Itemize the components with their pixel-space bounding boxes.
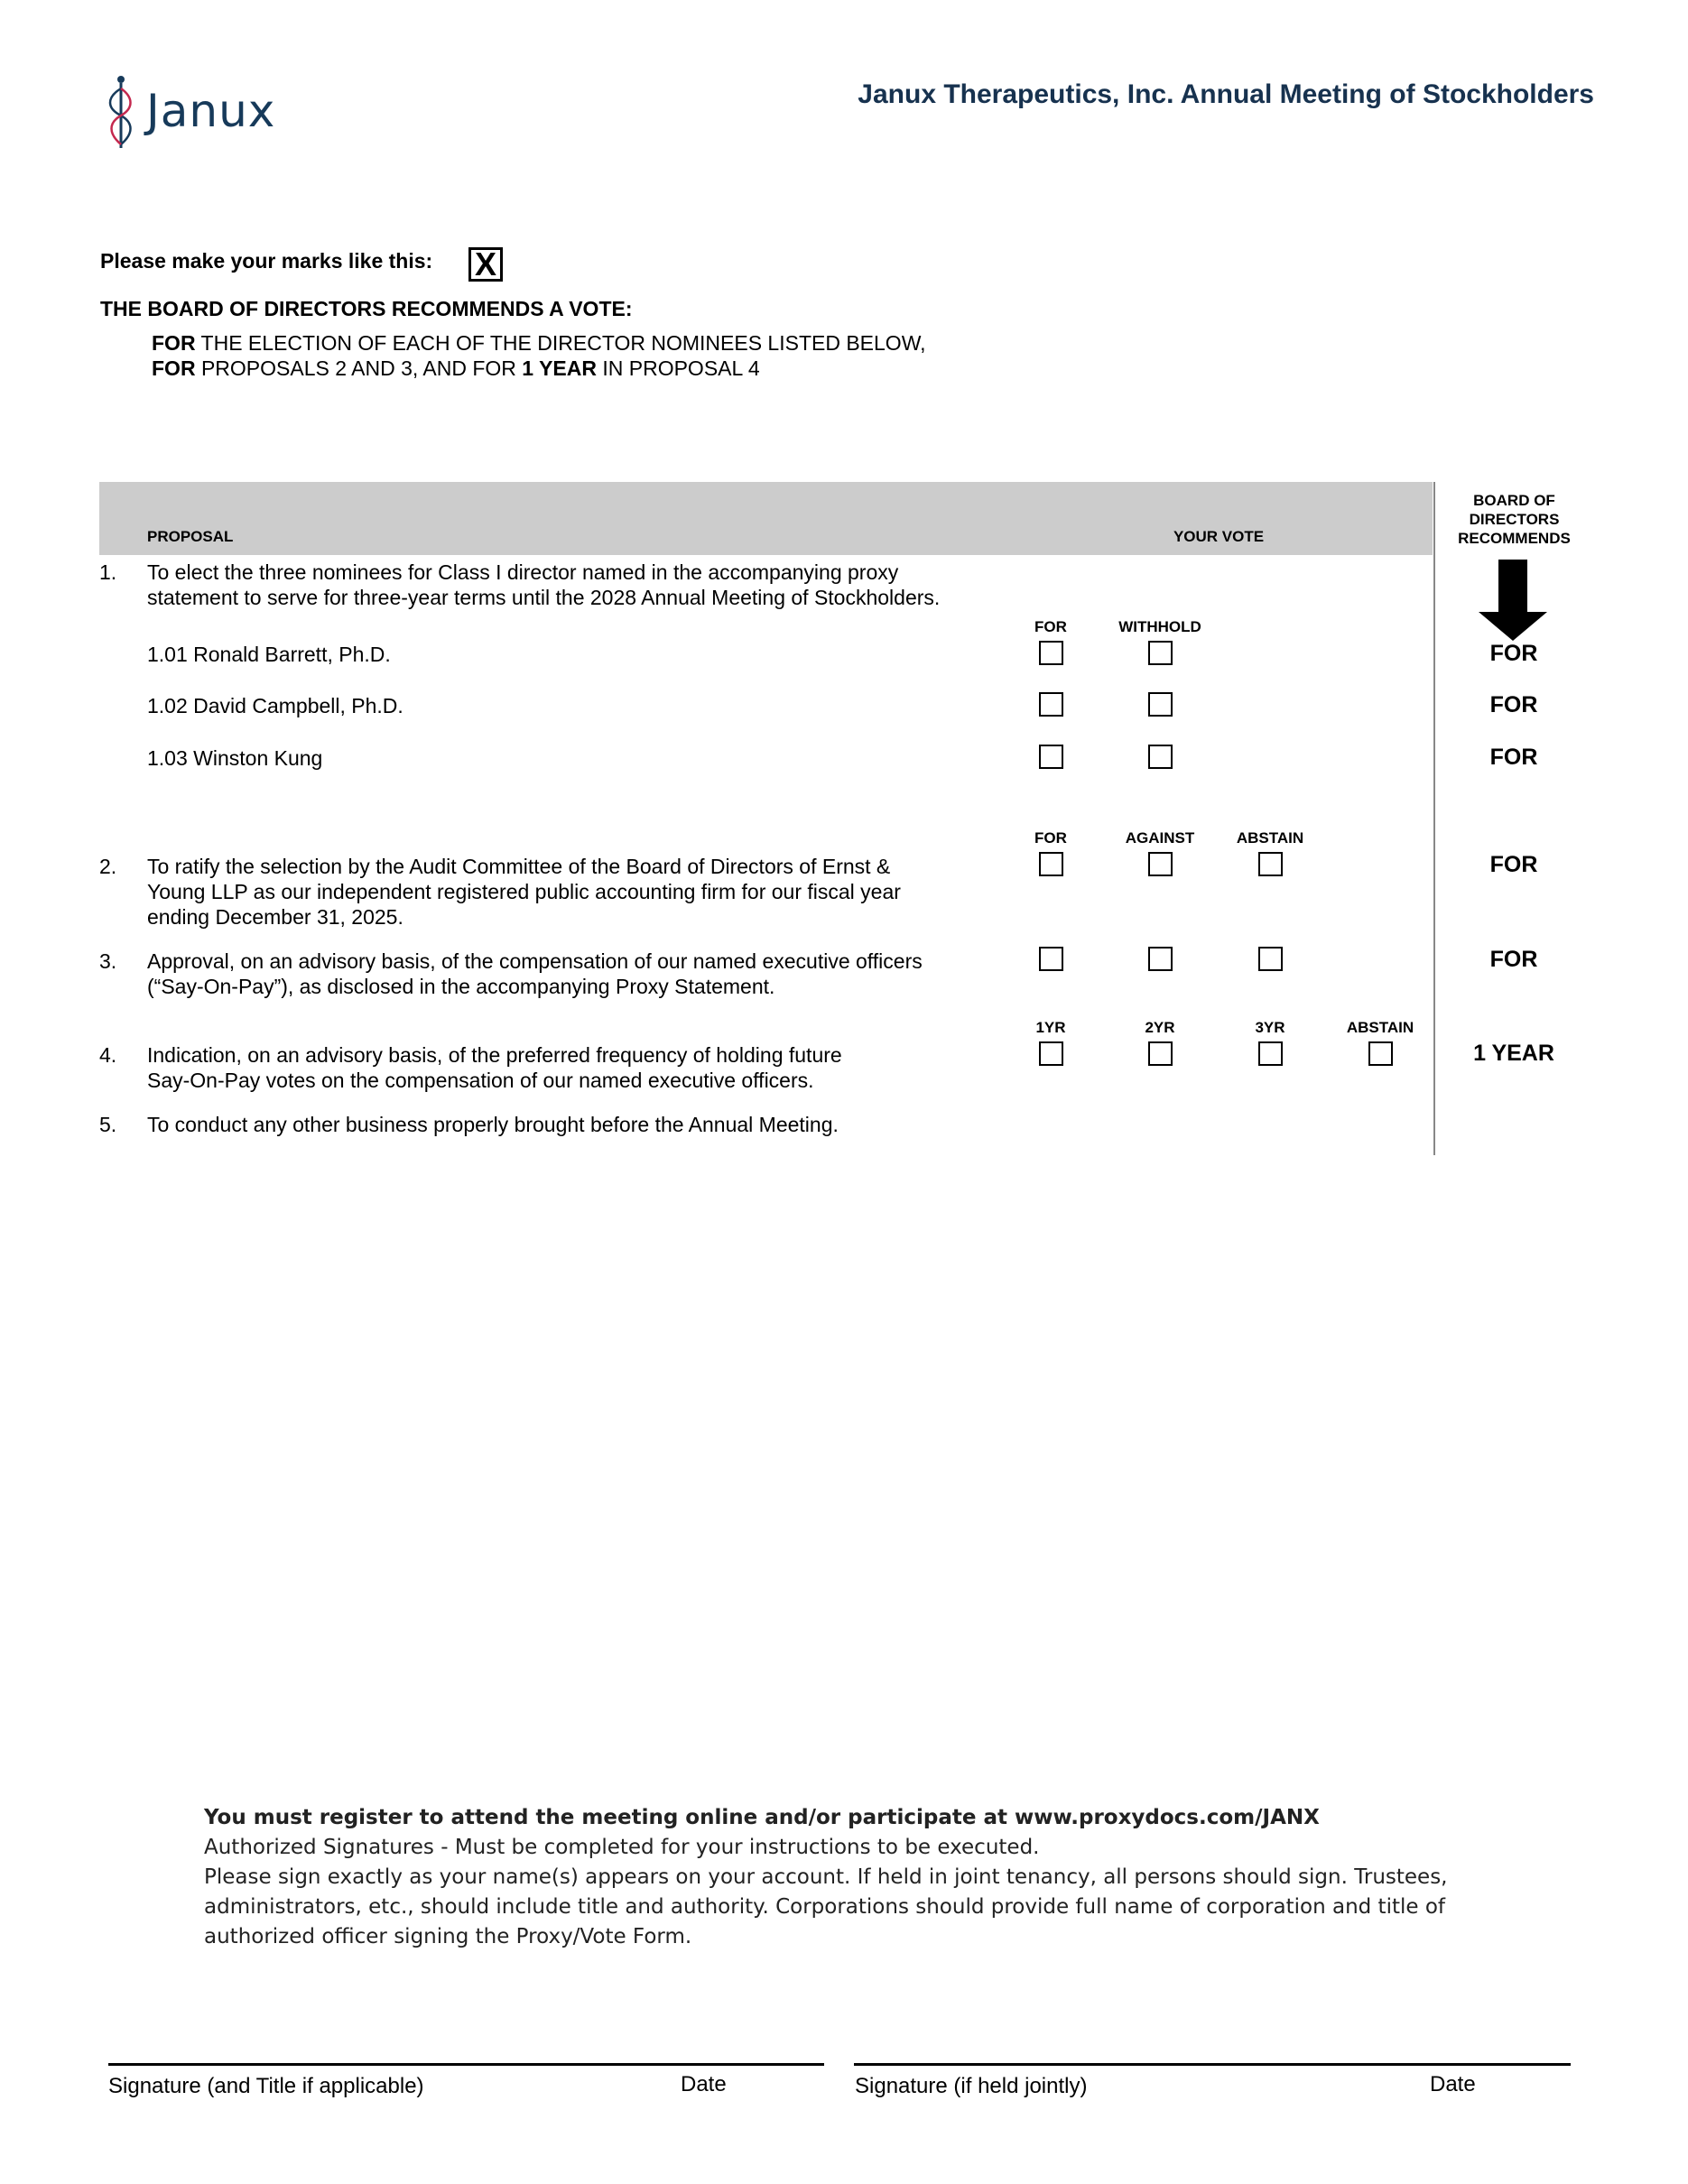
vote-checkbox-withhold[interactable] [1148, 745, 1173, 769]
p2-text [147, 854, 996, 930]
your-vote-header: YOUR VOTE [1173, 528, 1265, 545]
p1-num: 1. [99, 560, 117, 584]
p2-col-abstain: ABSTAIN [1236, 829, 1304, 847]
signature-label-2: Signature (if held jointly) [855, 2074, 1088, 2098]
for-bold-2: FOR [152, 356, 196, 380]
line1-text: THE ELECTION OF EACH OF THE DIRECTOR NOMINEES LISTED BELOW, [195, 331, 926, 355]
p3-text-line-1: Approval, on an advisory basis, of the compensation of our named executive officers [147, 949, 923, 973]
p3-checkbox-for[interactable] [1039, 947, 1063, 971]
p5-num: 5. [99, 1113, 117, 1136]
p4-checkbox-abstain[interactable] [1368, 1041, 1393, 1066]
board-header-line-3: RECOMMENDS [1458, 530, 1571, 547]
board-rec: FOR [1489, 641, 1538, 666]
p3-checkbox-against[interactable] [1148, 947, 1173, 971]
p5-text: To conduct any other business properly brought before the Annual Meeting. [147, 1113, 839, 1136]
p4-board-rec: 1 YEAR [1473, 1041, 1554, 1066]
sign-instructions-1: Please sign exactly as your name(s) appears on your account. If held in joint tenancy, all persons should sign. Trustees, [204, 1865, 1448, 1889]
p4-col-1yr: 1YR [1035, 1019, 1066, 1036]
line2-text: PROPOSALS 2 AND 3, AND FOR [195, 356, 523, 380]
janux-logo [101, 72, 282, 153]
register-notice: You must register to attend the meeting online and/or participate at www.proxydocs.com/JANX [204, 1806, 1320, 1829]
recommends-arrow-icon [1477, 560, 1549, 641]
board-recommends-heading: THE BOARD OF DIRECTORS RECOMMENDS A VOTE: [100, 297, 633, 320]
table-divider [1433, 482, 1435, 1155]
p2-num: 2. [99, 855, 117, 878]
p4-text-line-1: Indication, on an advisory basis, of the preferred frequency of holding future [147, 1043, 842, 1067]
signature-label-1: Signature (and Title if applicable) [108, 2074, 424, 2098]
nominee-label: 1.03 Winston Kung [147, 746, 323, 770]
vote-checkbox-for[interactable] [1039, 745, 1063, 769]
board-rec: FOR [1489, 692, 1538, 717]
footer-instructions [204, 1803, 1558, 1952]
p4-col-abstain: ABSTAIN [1346, 1019, 1414, 1036]
p2-checkbox-against[interactable] [1148, 852, 1173, 876]
proposal-header: PROPOSAL [147, 528, 234, 545]
p2-text-line-1: To ratify the selection by the Audit Committee of the Board of Directors of Ernst & [147, 855, 891, 878]
p3-checkbox-abstain[interactable] [1258, 947, 1283, 971]
p3-board-rec: FOR [1489, 947, 1538, 972]
nominee-label: 1.01 Ronald Barrett, Ph.D. [147, 643, 391, 666]
p2-checkbox-abstain[interactable] [1258, 852, 1283, 876]
board-header-line-2: DIRECTORS [1469, 511, 1560, 528]
vote-checkbox-withhold[interactable] [1148, 692, 1173, 717]
signature-line-1[interactable] [108, 2063, 824, 2066]
p2-board-rec: FOR [1489, 852, 1538, 877]
recommend-line-1 [152, 330, 926, 356]
vote-checkbox-withhold[interactable] [1148, 641, 1173, 665]
p2-text-line-3: ending December 31, 2025. [147, 905, 403, 929]
p1-text [147, 560, 996, 610]
for-bold: FOR [152, 331, 196, 355]
p2-text-line-2: Young LLP as our independent registered public accounting firm for our fiscal year [147, 880, 901, 903]
board-recommends-header [1440, 491, 1589, 548]
p1-col-withhold: WITHHOLD [1118, 618, 1201, 635]
sample-mark-box [468, 247, 503, 282]
board-rec: FOR [1489, 745, 1538, 770]
signature-line-2[interactable] [854, 2063, 1571, 2066]
p4-col-2yr: 2YR [1145, 1019, 1175, 1036]
janux-logo-icon [101, 72, 139, 153]
nominee-label: 1.02 David Campbell, Ph.D. [147, 694, 403, 717]
recommend-line-2 [152, 356, 760, 381]
sample-mark-x-icon: X [474, 245, 496, 282]
auth-signatures-notice: Authorized Signatures - Must be completed for your instructions to be executed. [204, 1836, 1040, 1859]
vote-checkbox-for[interactable] [1039, 641, 1063, 665]
logo-wordmark: Janux [146, 85, 276, 137]
sign-instructions-3: authorized officer signing the Proxy/Vote Form. [204, 1925, 692, 1948]
p3-text [147, 949, 996, 999]
board-header-line-1: BOARD OF [1473, 492, 1555, 509]
one-year-bold: 1 YEAR [522, 356, 597, 380]
date-label-1: Date [681, 2072, 727, 2096]
p1-text-line-2: statement to serve for three-year terms until the 2028 Annual Meeting of Stockholders. [147, 586, 941, 609]
p3-text-line-2: (“Say-On-Pay”), as disclosed in the accompanying Proxy Statement. [147, 975, 775, 998]
vote-checkbox-for[interactable] [1039, 692, 1063, 717]
p4-text-line-2: Say-On-Pay votes on the compensation of our named executive officers. [147, 1069, 814, 1092]
p2-col-against: AGAINST [1125, 829, 1195, 847]
p1-col-for: FOR [1034, 618, 1067, 635]
p2-col-for: FOR [1034, 829, 1067, 847]
marks-instruction: Please make your marks like this: [100, 249, 433, 273]
p4-checkbox-3yr[interactable] [1258, 1041, 1283, 1066]
p3-num: 3. [99, 949, 117, 973]
p2-checkbox-for[interactable] [1039, 852, 1063, 876]
sign-instructions-2: administrators, etc., should include title and authority. Corporations should provide full name of corporation and title of [204, 1895, 1446, 1919]
p1-text-line-1: To elect the three nominees for Class I director named in the accompanying proxy [147, 560, 899, 584]
p4-checkbox-1yr[interactable] [1039, 1041, 1063, 1066]
p4-col-3yr: 3YR [1255, 1019, 1285, 1036]
line2-end: IN PROPOSAL 4 [596, 356, 760, 380]
date-label-2: Date [1430, 2072, 1476, 2096]
p4-checkbox-2yr[interactable] [1148, 1041, 1173, 1066]
p4-num: 4. [99, 1043, 117, 1067]
p4-text [147, 1042, 996, 1093]
page-title: Janux Therapeutics, Inc. Annual Meeting of Stockholders [858, 79, 1594, 109]
